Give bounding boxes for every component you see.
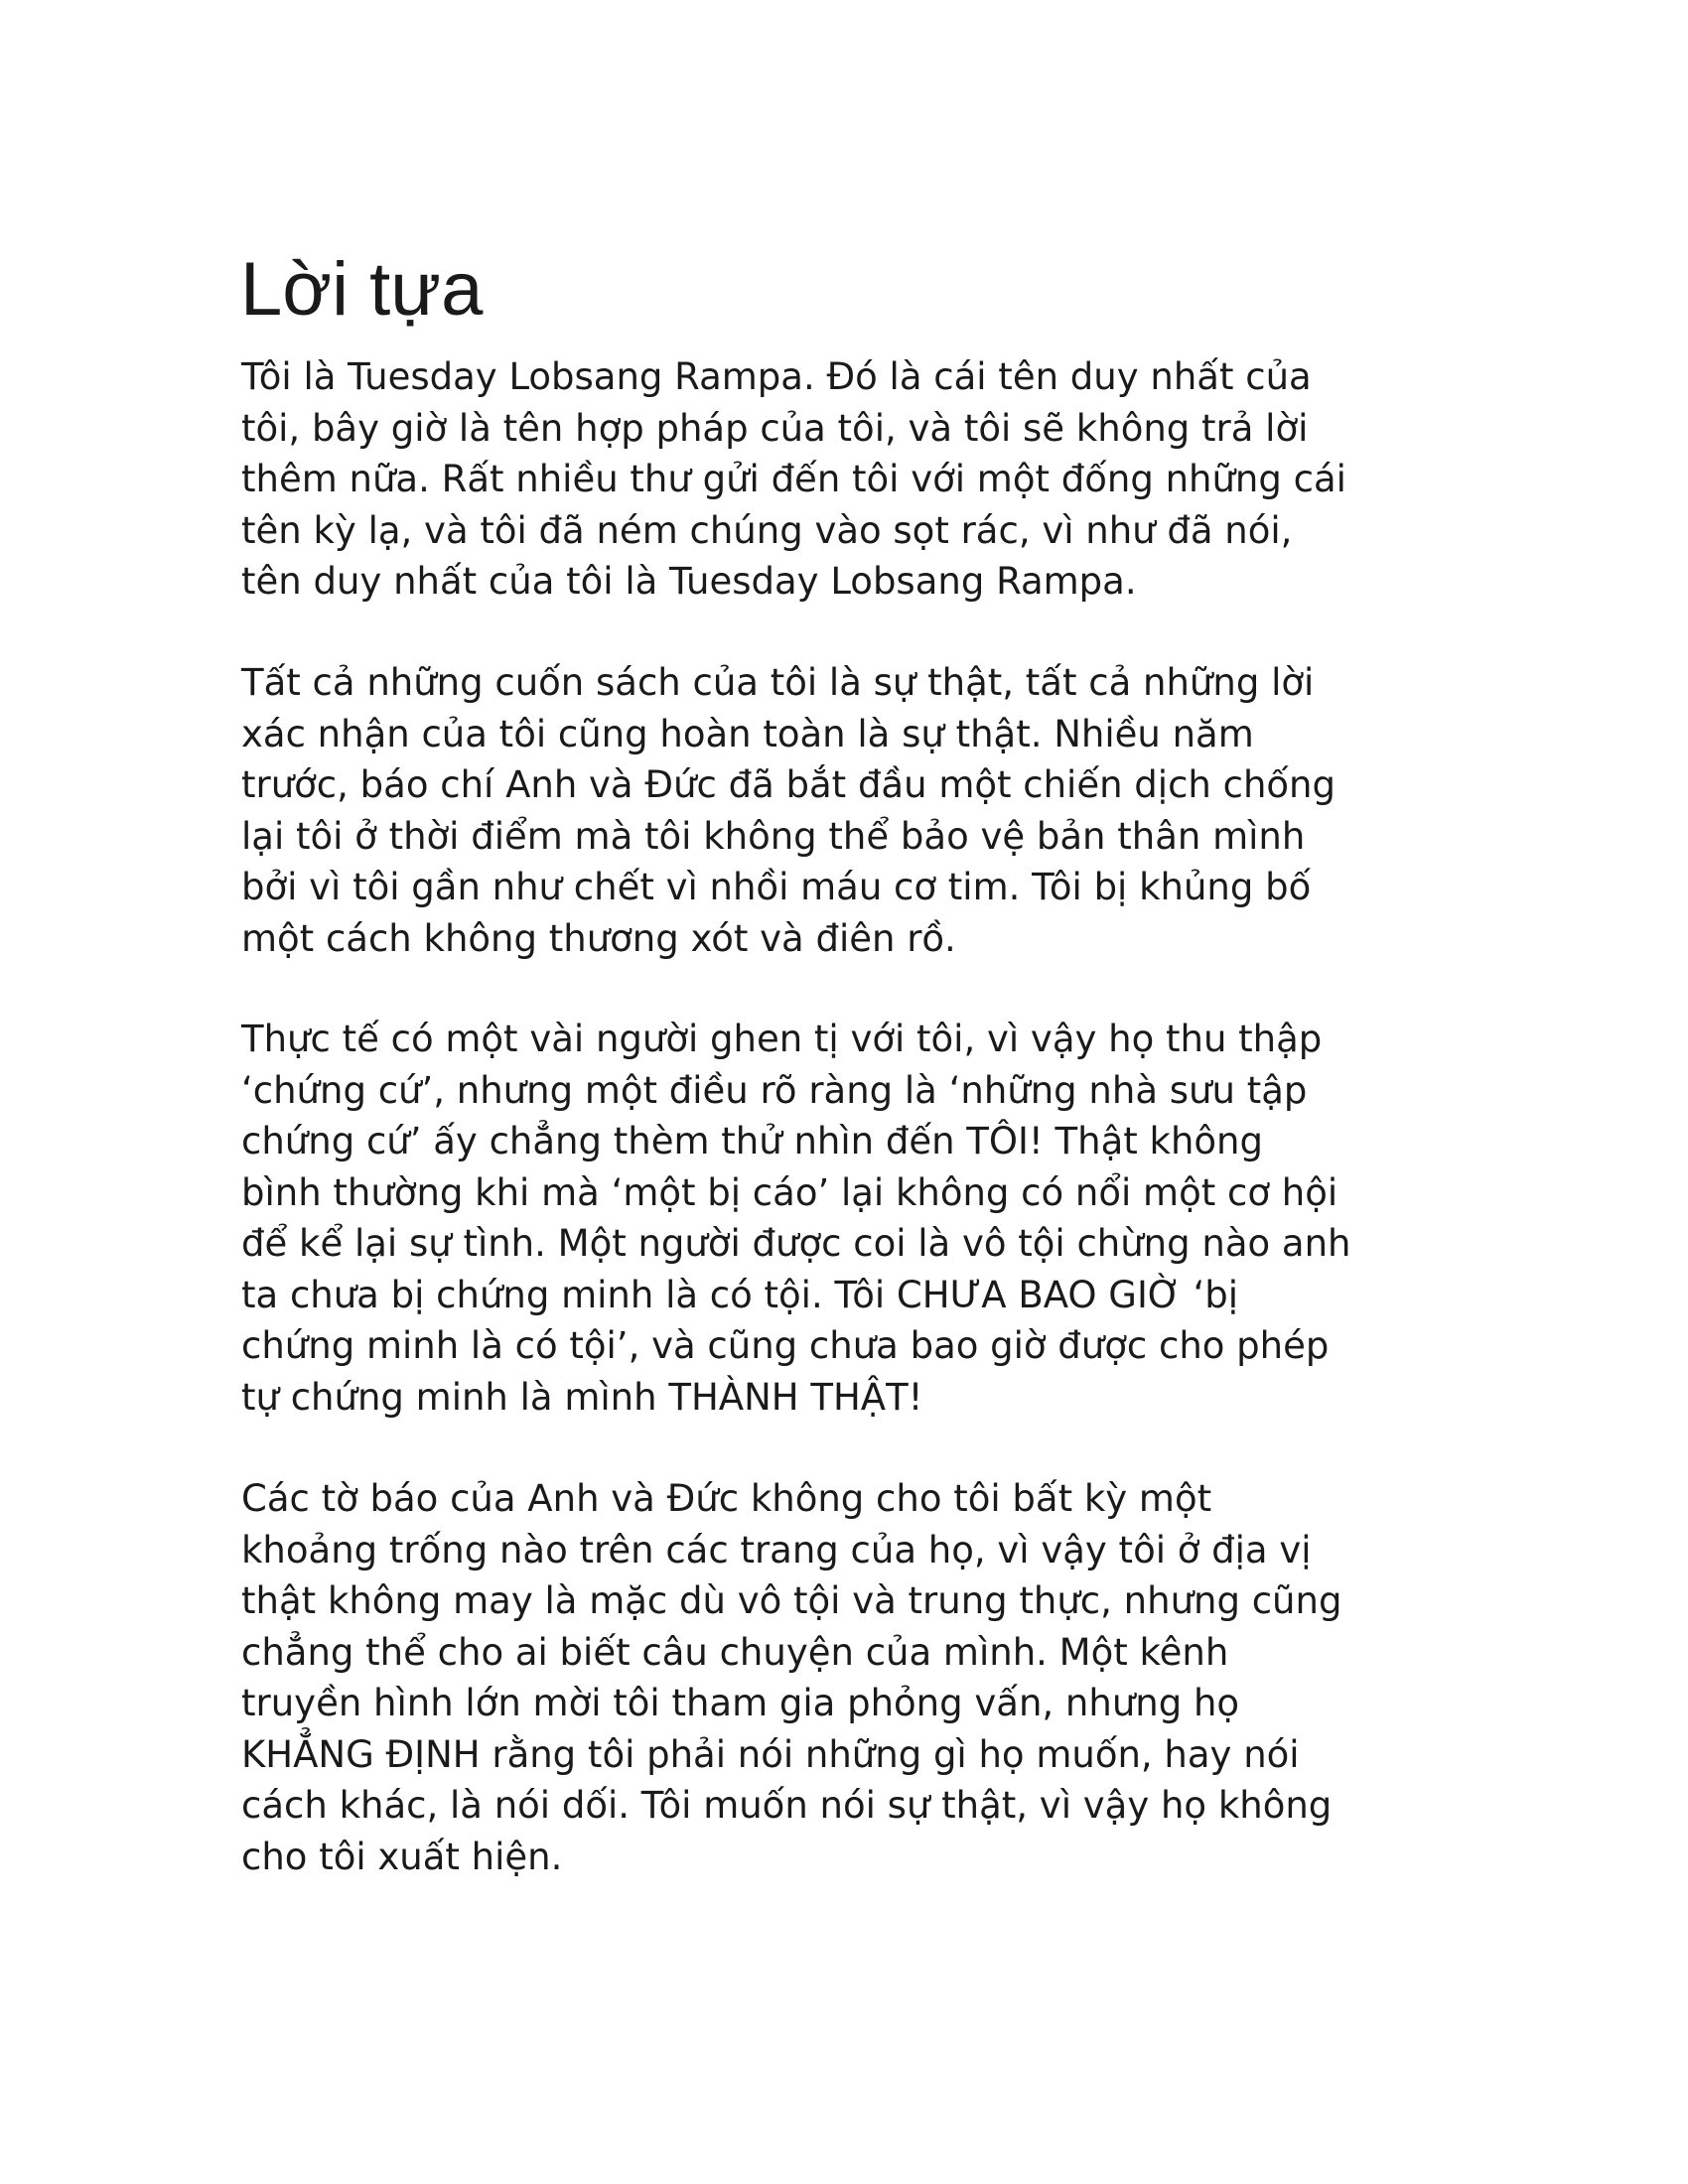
paragraph-1: [241, 351, 1346, 608]
text-line: Các tờ báo của Anh và Đức không cho tôi bất kỳ một: [241, 1477, 1212, 1520]
text-line: tôi, bây giờ là tên hợp pháp của tôi, và tôi sẽ không trả lời: [241, 406, 1309, 450]
text-line: Tất cả những cuốn sách của tôi là sự thật, tất cả những lời: [241, 661, 1315, 704]
text-line: trước, báo chí Anh và Đức đã bắt đầu một chiến dịch chống: [241, 763, 1336, 806]
text-line: tự chứng minh là mình THÀNH THẬT!: [241, 1375, 923, 1419]
text-line: thêm nữa. Rất nhiều thư gửi đến tôi với một đống những cái: [241, 458, 1346, 500]
paragraph-4: [241, 1473, 1341, 1882]
text-line: xác nhận của tôi cũng hoàn toàn là sự thật. Nhiều năm: [241, 712, 1254, 755]
text-line: để kể lại sự tình. Một người được coi là vô tội chừng nào anh: [241, 1222, 1351, 1265]
text-line: ta chưa bị chứng minh là có tội. Tôi CHƯA BAO GIỜ ‘bị: [241, 1273, 1238, 1316]
paragraph-3: [241, 1014, 1350, 1423]
text-line: chứng cứ’ ấy chẳng thèm thử nhìn đến TÔI! Thật không: [241, 1120, 1263, 1162]
text-line: cho tôi xuất hiện.: [241, 1835, 563, 1878]
text-line: bình thường khi mà ‘một bị cáo’ lại không có nổi một cơ hội: [241, 1170, 1338, 1214]
text-line: chứng minh là có tội’, và cũng chưa bao giờ được cho phép: [241, 1324, 1330, 1367]
text-line: lại tôi ở thời điểm mà tôi không thể bảo vệ bản thân mình: [241, 814, 1306, 858]
text-line: bởi vì tôi gần như chết vì nhồi máu cơ tim. Tôi bị khủng bố: [241, 866, 1312, 908]
page-title: Lời tựa: [240, 247, 484, 332]
text-line: khoảng trống nào trên các trang của họ, vì vậy tôi ở địa vị: [241, 1528, 1312, 1571]
text-line: Thực tế có một vài người ghen tị với tôi, vì vậy họ thu thập: [241, 1018, 1323, 1060]
text-line: chẳng thể cho ai biết câu chuyện của mình. Một kênh: [241, 1630, 1229, 1674]
text-line: tên kỳ lạ, và tôi đã ném chúng vào sọt rác, vì như đã nói,: [241, 508, 1293, 552]
text-line: truyền hình lớn mời tôi tham gia phỏng vấn, nhưng họ: [241, 1682, 1240, 1724]
text-line: tên duy nhất của tôi là Tuesday Lobsang Rampa.: [241, 560, 1137, 603]
text-line: KHẲNG ĐỊNH rằng tôi phải nói những gì họ muốn, hay nói: [241, 1732, 1300, 1776]
text-line: thật không may là mặc dù vô tội và trung thực, nhưng cũng: [241, 1579, 1342, 1622]
text-line: cách khác, là nói dối. Tôi muốn nói sự thật, vì vậy họ không: [241, 1784, 1333, 1827]
text-line: một cách không thương xót và điên rồ.: [241, 916, 956, 960]
text-line: Tôi là Tuesday Lobsang Rampa. Đó là cái tên duy nhất của: [241, 355, 1312, 398]
paragraph-2: [241, 657, 1336, 964]
text-line: ‘chứng cứ’, nhưng một điều rõ ràng là ‘những nhà sưu tập: [241, 1068, 1308, 1112]
